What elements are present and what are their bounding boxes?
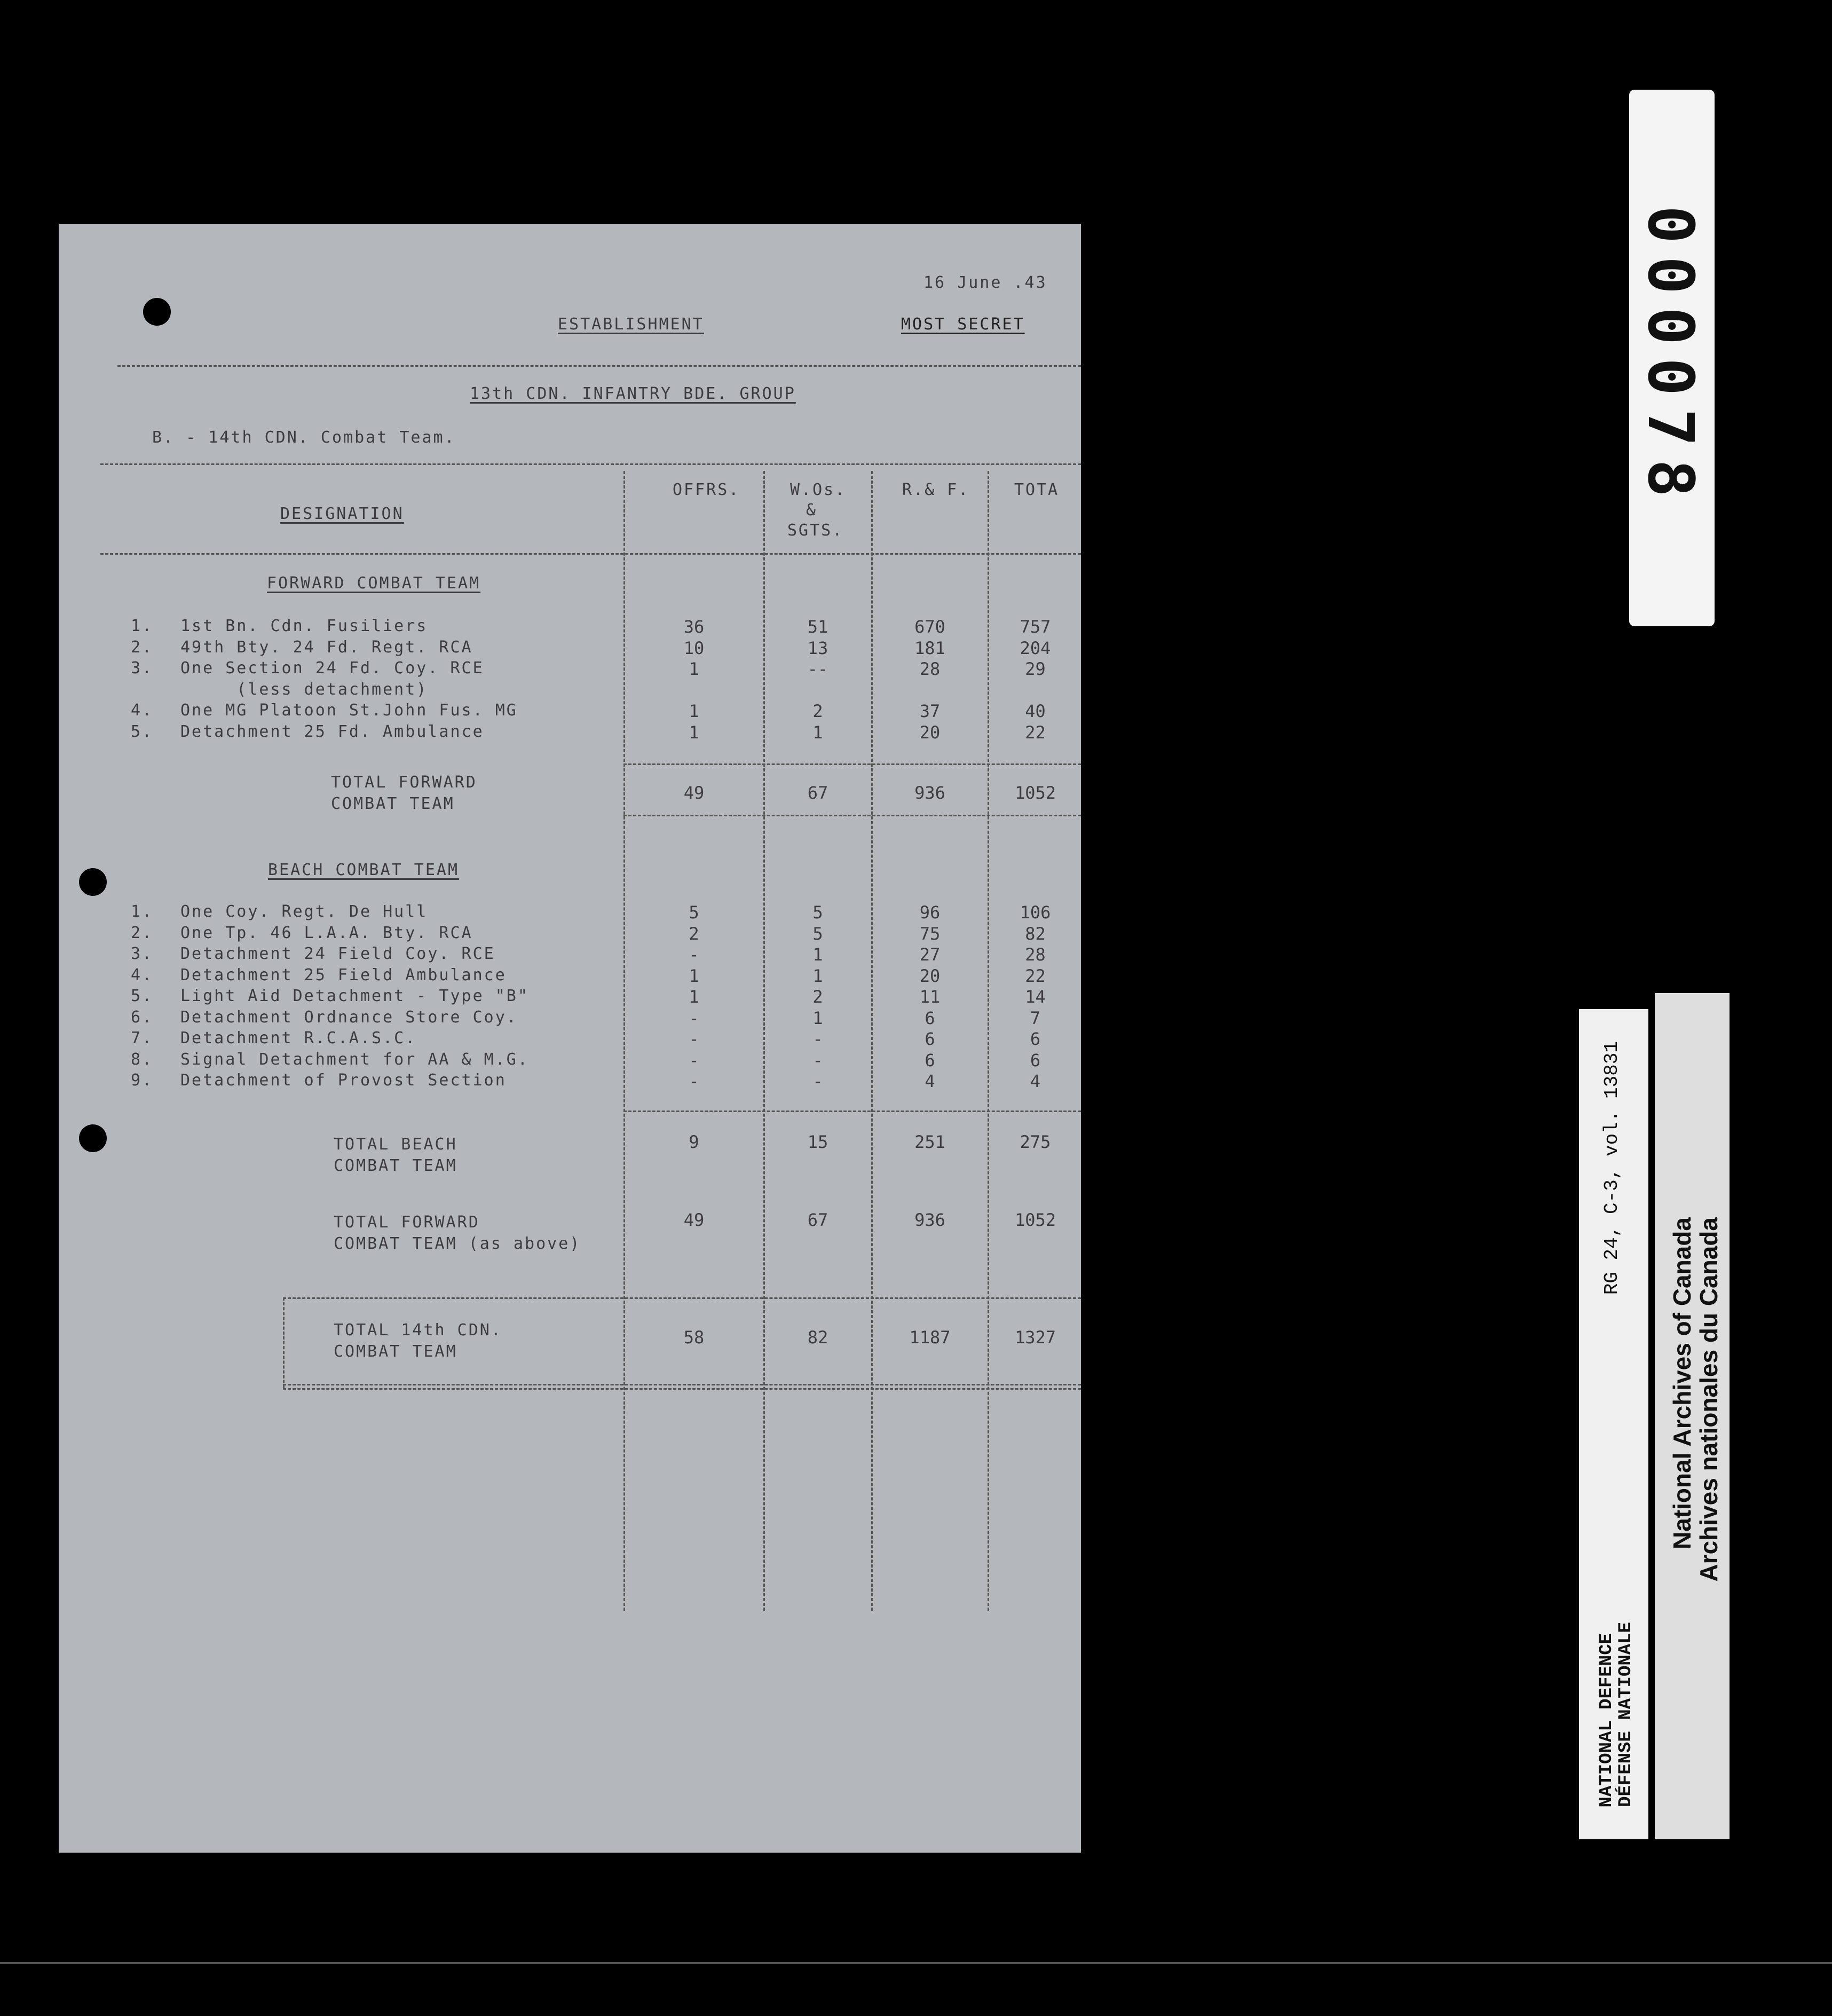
column-header-wos-and: & — [806, 501, 818, 519]
row-total: 4 — [1030, 1071, 1041, 1091]
row-total: 204 — [1020, 637, 1051, 658]
document-page — [59, 224, 1081, 1853]
group-title: 13th CDN. INFANTRY BDE. GROUP — [470, 384, 796, 403]
archive-reference-tag — [1579, 1009, 1648, 1839]
row-wos: - — [812, 1071, 823, 1091]
row-offrs: 2 — [689, 923, 699, 944]
row-wos: 13 — [807, 637, 828, 658]
row-designation: One Coy. Regt. De Hull — [180, 902, 428, 921]
row-offrs: 1 — [689, 659, 699, 679]
row-total: 14 — [1025, 987, 1046, 1007]
row-total: 22 — [1025, 722, 1046, 743]
punch-hole — [79, 868, 107, 896]
row-offrs: 5 — [689, 902, 699, 923]
forward-total-rf: 936 — [914, 783, 945, 803]
row-wos: -- — [807, 659, 828, 679]
subtitle: B. - 14th CDN. Combat Team. — [152, 428, 456, 447]
row-number: 2. — [131, 923, 154, 942]
row-designation: Detachment 24 Field Coy. RCE — [180, 944, 495, 963]
row-total: 40 — [1025, 701, 1046, 721]
document-type: ESTABLISHMENT — [558, 315, 704, 334]
classification: MOST SECRET — [901, 315, 1025, 334]
forward-again-wos: 67 — [807, 1210, 828, 1230]
subtotal-rule — [623, 815, 1081, 816]
divider — [117, 365, 1081, 367]
row-designation: Detachment R.C.A.S.C. — [180, 1029, 417, 1048]
row-designation: One MG Platoon St.John Fus. MG — [180, 701, 518, 720]
row-number: 6. — [131, 1007, 154, 1027]
archive-name-tag — [1655, 993, 1730, 1839]
row-rf: 75 — [919, 923, 941, 944]
row-number: 5. — [131, 987, 154, 1005]
column-header-offrs: OFFRS. — [673, 481, 740, 499]
row-total: 29 — [1025, 659, 1046, 679]
row-total: 22 — [1025, 965, 1046, 986]
frame-number: 000078 — [1634, 205, 1708, 510]
row-designation: Detachment 25 Field Ambulance — [180, 965, 507, 985]
column-header-designation: DESIGNATION — [280, 505, 404, 523]
beach-total-offrs: 9 — [689, 1132, 699, 1152]
row-designation: 49th Bty. 24 Fd. Regt. RCA — [180, 637, 473, 657]
header-rule — [100, 553, 1081, 555]
row-designation: Light Aid Detachment - Type "B" — [180, 987, 529, 1005]
row-wos: 2 — [812, 701, 823, 721]
grand-total-rf: 1187 — [909, 1327, 951, 1348]
row-offrs: - — [689, 1007, 699, 1028]
row-number: 3. — [131, 659, 154, 678]
row-wos: 1 — [812, 944, 823, 965]
row-total: 28 — [1025, 944, 1046, 965]
row-rf: 6 — [925, 1029, 935, 1049]
column-header-rf: R.& F. — [902, 481, 970, 499]
row-number: 2. — [131, 637, 154, 657]
grand-total-total: 1327 — [1014, 1327, 1056, 1348]
punch-hole — [79, 1124, 107, 1152]
row-number: 1. — [131, 617, 154, 635]
row-designation: Signal Detachment for AA & M.G. — [180, 1050, 529, 1069]
row-rf: 11 — [919, 987, 941, 1007]
beach-total-label: TOTAL BEACH — [334, 1135, 457, 1154]
column-header-total: TOTA — [1014, 481, 1060, 499]
subtotal-rule — [623, 763, 1081, 765]
row-number: 1. — [131, 902, 154, 921]
row-rf: 670 — [914, 617, 945, 637]
row-number: 5. — [131, 722, 154, 741]
row-rf: 6 — [925, 1007, 935, 1028]
section-heading-forward: FORWARD COMBAT TEAM — [267, 574, 481, 593]
department-name: NATIONAL DEFENCE — [1597, 1633, 1617, 1807]
row-designation: One Tp. 46 L.A.A. Bty. RCA — [180, 923, 473, 942]
row-wos: 1 — [812, 1007, 823, 1028]
archive-reference: RG 24, C-3, vol. 13831 — [1601, 1041, 1623, 1295]
row-wos: 5 — [812, 923, 823, 944]
grand-total-rule — [283, 1297, 1081, 1299]
grand-total-bottom-rule — [283, 1388, 1081, 1390]
row-wos: 5 — [812, 902, 823, 923]
row-number: 4. — [131, 701, 154, 720]
row-designation: 1st Bn. Cdn. Fusiliers — [180, 617, 428, 635]
beach-total-total: 275 — [1020, 1132, 1051, 1152]
film-edge — [0, 1962, 1832, 1964]
row-rf: 37 — [919, 701, 941, 721]
forward-total-offrs: 49 — [683, 783, 705, 803]
row-offrs: - — [689, 1050, 699, 1070]
forward-again-rf: 936 — [914, 1210, 945, 1230]
row-wos: - — [812, 1029, 823, 1049]
row-total: 7 — [1030, 1007, 1041, 1028]
row-wos: 1 — [812, 722, 823, 743]
forward-total-wos: 67 — [807, 783, 828, 803]
column-header-sgts: SGTS. — [787, 521, 844, 540]
punch-hole — [143, 298, 171, 326]
row-rf: 181 — [914, 637, 945, 658]
row-offrs: 10 — [683, 637, 705, 658]
row-total: 106 — [1020, 902, 1051, 923]
forward-again-offrs: 49 — [683, 1210, 705, 1230]
row-rf: 20 — [919, 965, 941, 986]
row-total: 6 — [1030, 1050, 1041, 1070]
beach-total-label-2: COMBAT TEAM — [334, 1156, 457, 1175]
row-rf: 96 — [919, 902, 941, 923]
row-total: 757 — [1020, 617, 1051, 637]
row-rf: 6 — [925, 1050, 935, 1070]
row-rf: 4 — [925, 1071, 935, 1091]
row-number: 3. — [131, 944, 154, 963]
section-heading-beach: BEACH COMBAT TEAM — [268, 861, 460, 879]
grand-total-label-2: COMBAT TEAM — [334, 1342, 457, 1361]
row-wos: 1 — [812, 965, 823, 986]
table-top-rule — [100, 463, 1081, 465]
row-designation: (less detachment) — [180, 680, 428, 699]
row-number: 7. — [131, 1029, 154, 1048]
forward-total-total: 1052 — [1014, 783, 1056, 803]
row-wos: 51 — [807, 617, 828, 637]
grand-total-wos: 82 — [807, 1327, 828, 1348]
subtotal-rule — [623, 1111, 1081, 1112]
forward-again-label: TOTAL FORWARD — [334, 1213, 480, 1232]
row-number: 9. — [131, 1071, 154, 1090]
row-designation: Detachment of Provost Section — [180, 1071, 507, 1090]
row-offrs: 1 — [689, 965, 699, 986]
row-total: 82 — [1025, 923, 1046, 944]
row-rf: 28 — [919, 659, 941, 679]
row-wos: - — [812, 1050, 823, 1070]
forward-total-label: TOTAL FORWARD — [331, 773, 477, 792]
grand-total-label: TOTAL 14th CDN. — [334, 1321, 502, 1340]
grand-total-bottom-rule — [283, 1384, 1081, 1385]
row-offrs: 1 — [689, 701, 699, 721]
beach-total-wos: 15 — [807, 1132, 828, 1152]
grand-total-offrs: 58 — [683, 1327, 705, 1348]
row-offrs: - — [689, 1071, 699, 1091]
grand-total-border — [283, 1297, 285, 1388]
row-number: 4. — [131, 965, 154, 985]
archive-name-fr: Archives nationales du Canada — [1695, 1217, 1723, 1582]
row-designation: One Section 24 Fd. Coy. RCE — [180, 659, 484, 678]
row-total: 6 — [1030, 1029, 1041, 1049]
row-wos: 2 — [812, 987, 823, 1007]
row-offrs: 36 — [683, 617, 705, 637]
column-header-wos: W.Os. — [790, 481, 847, 499]
forward-again-label-2: COMBAT TEAM (as above) — [334, 1234, 581, 1253]
forward-again-total: 1052 — [1014, 1210, 1056, 1230]
document-date: 16 June .43 — [923, 273, 1047, 292]
row-designation: Detachment Ordnance Store Coy. — [180, 1007, 518, 1027]
row-offrs: - — [689, 944, 699, 965]
row-offrs: 1 — [689, 987, 699, 1007]
archive-name-en: National Archives of Canada — [1668, 1217, 1696, 1550]
row-number: 8. — [131, 1050, 154, 1069]
row-rf: 20 — [919, 722, 941, 743]
forward-total-label-2: COMBAT TEAM — [331, 794, 455, 813]
row-offrs: 1 — [689, 722, 699, 743]
row-designation: Detachment 25 Fd. Ambulance — [180, 722, 484, 741]
department-name-fr: DÉFENSE NATIONALE — [1616, 1622, 1636, 1807]
beach-total-rf: 251 — [914, 1132, 945, 1152]
row-rf: 27 — [919, 944, 941, 965]
row-offrs: - — [689, 1029, 699, 1049]
